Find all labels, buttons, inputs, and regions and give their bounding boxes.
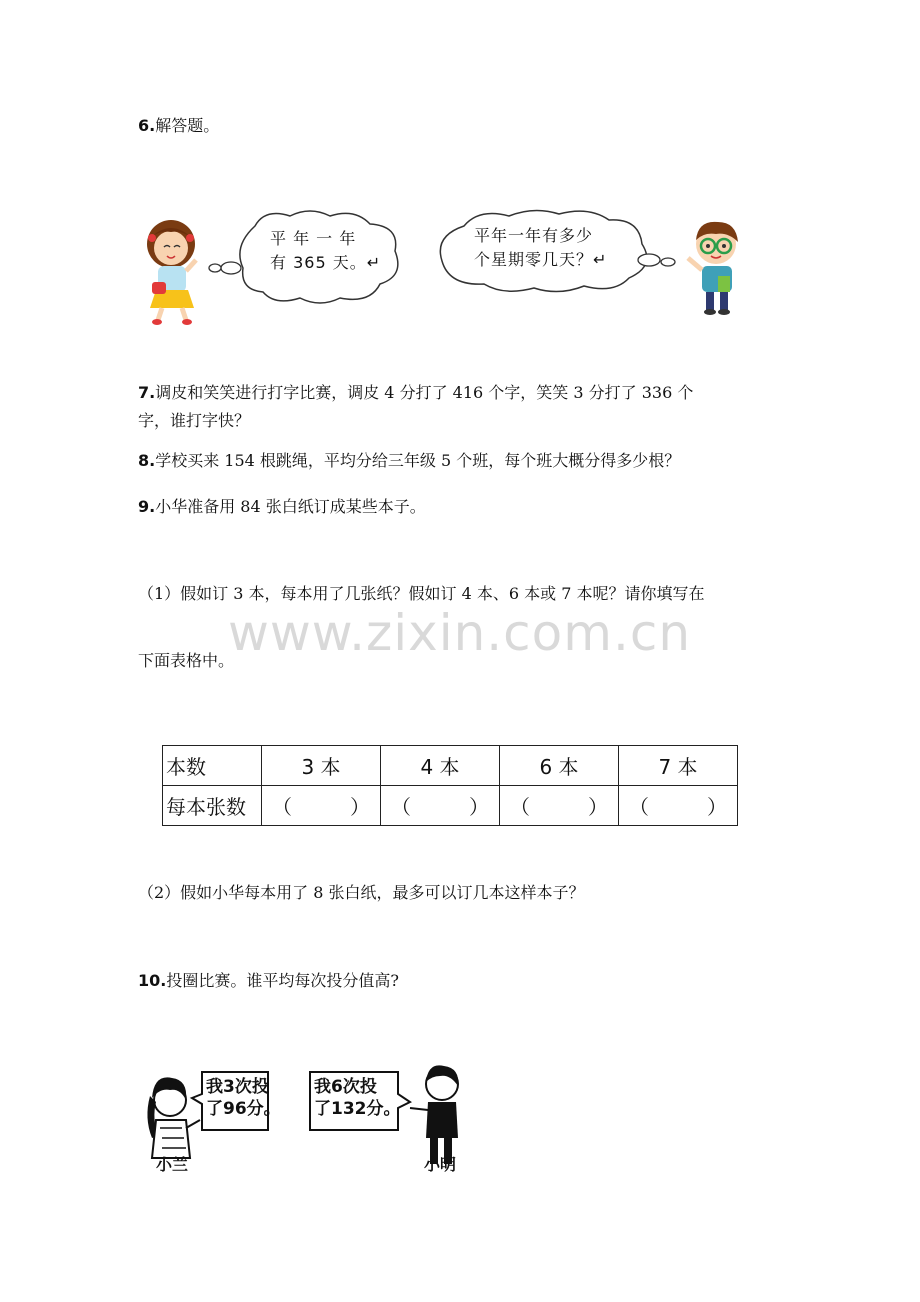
question-number: 9. bbox=[138, 497, 156, 516]
paren-close: ） bbox=[350, 795, 370, 819]
question-text: 字，谁打字快？ bbox=[138, 411, 251, 430]
question-9 bbox=[138, 493, 426, 521]
question-9-part-1 bbox=[138, 580, 705, 608]
paren-close: ） bbox=[469, 795, 489, 819]
bubble-left-text bbox=[206, 1076, 281, 1120]
bubble-line: 了96分。 bbox=[206, 1099, 281, 1119]
answer-blank[interactable] bbox=[381, 786, 500, 826]
question-text: 学校买来 154 根跳绳，平均分给三年级 5 个班，每个班大概分得多少根？ bbox=[155, 451, 681, 470]
paren-close: ） bbox=[588, 795, 608, 819]
question-number: 8. bbox=[138, 451, 156, 470]
cloud-line: 平年一年有多少 bbox=[474, 226, 594, 245]
question-text: 下面表格中。 bbox=[138, 651, 235, 670]
question-8 bbox=[138, 447, 680, 475]
table-cell: 3 本 bbox=[262, 746, 381, 786]
answer-table bbox=[162, 745, 738, 826]
cloud-left-text bbox=[270, 227, 381, 275]
question-text: （2）假如小华每本用了 8 张白纸，最多可以订几本这样本子？ bbox=[138, 883, 585, 902]
paren-open: （ bbox=[629, 795, 649, 819]
question-10 bbox=[138, 967, 399, 995]
watermark: www.zixin.com.cn bbox=[228, 604, 692, 662]
paren-close: ） bbox=[707, 795, 727, 819]
table-cell: 4 本 bbox=[381, 746, 500, 786]
paren-open: （ bbox=[510, 795, 530, 819]
question-text: 小华准备用 84 张白纸订成某些本子。 bbox=[155, 497, 426, 516]
cloud-line: 平 年 一 年 bbox=[270, 229, 357, 248]
question-9-part-2 bbox=[138, 879, 585, 907]
question-number: 10. bbox=[138, 971, 167, 990]
question-6 bbox=[138, 112, 219, 140]
cloud-right-text bbox=[474, 224, 607, 272]
cloud-line: 个星期零几天？↵ bbox=[474, 250, 608, 269]
question-text: 调皮和笑笑进行打字比赛，调皮 4 分打了 416 个字，笑笑 3 分打了 336 个 bbox=[155, 383, 694, 402]
question-text: 解答题。 bbox=[155, 116, 220, 135]
answer-blank[interactable] bbox=[619, 786, 738, 826]
paren-open: （ bbox=[391, 795, 411, 819]
paren-open: （ bbox=[272, 795, 292, 819]
table-cell: 6 本 bbox=[500, 746, 619, 786]
bubble-line: 我6次投 bbox=[314, 1077, 377, 1097]
question-9-part-1-cont bbox=[138, 647, 234, 675]
question-text: 投圈比赛。谁平均每次投分值高? bbox=[166, 971, 399, 990]
question-number: 6. bbox=[138, 116, 156, 135]
question-number: 7. bbox=[138, 383, 156, 402]
bubble-line: 我3次投 bbox=[206, 1077, 269, 1097]
table-row bbox=[163, 786, 738, 826]
name-label-xiaolan: 小兰 bbox=[156, 1155, 189, 1174]
table-cell: 7 本 bbox=[619, 746, 738, 786]
question-text: （1）假如订 3 本，每本用了几张纸？假如订 4 本、6 本或 7 本呢？请你填写在 bbox=[138, 584, 705, 603]
question-7 bbox=[138, 379, 693, 435]
bubble-right-text bbox=[314, 1076, 401, 1120]
name-label-xiaoming: 小明 bbox=[424, 1155, 457, 1174]
girl-illustration bbox=[138, 216, 208, 326]
table-row bbox=[163, 746, 738, 786]
answer-blank[interactable] bbox=[500, 786, 619, 826]
bubble-line: 了132分。 bbox=[314, 1099, 401, 1119]
table-header-cell: 本数 bbox=[163, 746, 262, 786]
cloud-line: 有 365 天。↵ bbox=[270, 253, 382, 272]
table-header-cell: 每本张数 bbox=[163, 786, 262, 826]
answer-blank[interactable] bbox=[262, 786, 381, 826]
boy-illustration bbox=[678, 214, 748, 320]
